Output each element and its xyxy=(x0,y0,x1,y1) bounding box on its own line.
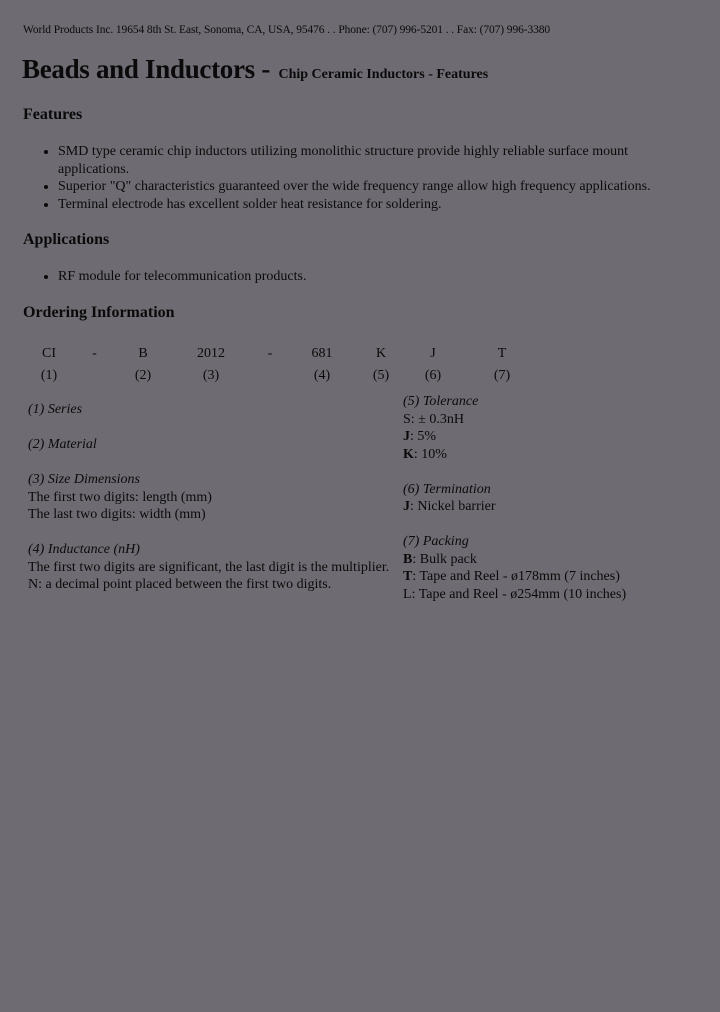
tolerance-option xyxy=(403,411,703,429)
inductance-line: The first two digits are significant, the last digit is the multiplier. xyxy=(28,559,390,575)
packing-option xyxy=(403,568,703,586)
title-sub: Chip Ceramic Inductors - Features xyxy=(278,67,489,82)
termination-label: (6) Termination xyxy=(403,481,491,497)
material-label: (2) Material xyxy=(28,437,97,452)
index-cell xyxy=(76,365,113,387)
tolerance-option xyxy=(403,446,703,464)
details-right-column xyxy=(403,393,703,603)
series-label: (1) Series xyxy=(28,402,83,417)
size-block xyxy=(28,471,398,524)
material-block xyxy=(28,436,398,454)
index-cell: (6) xyxy=(424,368,442,383)
code-cell: CI xyxy=(42,346,56,361)
part-code-row xyxy=(22,343,547,365)
tolerance-label: (5) Tolerance xyxy=(403,394,479,409)
code-cell: K xyxy=(375,346,387,361)
title-main: Beads and Inductors - xyxy=(22,54,277,84)
list-item: • SMD type ceramic chip inductors utilizing monolithic structure provide highly reliable surface mount applications. xyxy=(58,143,688,178)
code-cell: T xyxy=(497,346,507,361)
option-key: B xyxy=(403,551,413,567)
code-cell: - xyxy=(267,346,273,361)
option-value: : ± 0.3nH xyxy=(410,411,464,427)
features-list xyxy=(40,143,688,213)
index-cell: (3) xyxy=(202,368,220,383)
index-cell: (1) xyxy=(40,368,58,383)
list-item: • Terminal electrode has excellent solder heat resistance for soldering. xyxy=(58,196,688,214)
applications-list xyxy=(40,268,688,286)
index-cell: (2) xyxy=(134,368,152,383)
index-cell: (7) xyxy=(493,368,511,383)
packing-label: (7) Packing xyxy=(403,534,469,549)
part-number-table xyxy=(22,343,547,387)
code-cell: B xyxy=(138,346,148,361)
code-cell: J xyxy=(430,346,436,361)
packing-option xyxy=(403,551,703,569)
option-key: S xyxy=(403,411,411,427)
ordering-heading: Ordering Information xyxy=(23,304,175,321)
option-key: T xyxy=(403,569,413,584)
list-item: • RF module for telecommunication products. xyxy=(58,268,688,286)
index-cell: (4) xyxy=(313,368,331,383)
option-value: : Tape and Reel - ø178mm (7 inches) xyxy=(412,569,620,584)
list-item: • Superior "Q" characteristics guaranteed over the wide frequency range allow high frequency applications. xyxy=(58,178,688,196)
option-key: K xyxy=(403,446,414,462)
termination-option xyxy=(403,498,703,516)
page-title xyxy=(22,54,488,85)
applications-heading: Applications xyxy=(23,231,110,248)
termination-block xyxy=(403,481,703,516)
tolerance-option xyxy=(403,428,703,446)
option-value: : Tape and Reel - ø254mm (10 inches) xyxy=(411,586,627,602)
size-line: The last two digits: width (mm) xyxy=(28,507,206,522)
inductance-block xyxy=(28,541,398,594)
inductance-label: (4) Inductance (nH) xyxy=(28,542,140,557)
inductance-line: N: a decimal point placed between the first two digits. xyxy=(28,577,332,592)
option-value: : 10% xyxy=(413,446,447,462)
option-value: : Bulk pack xyxy=(412,551,477,567)
series-block xyxy=(28,401,398,419)
option-key: L xyxy=(403,586,412,602)
packing-block xyxy=(403,533,703,603)
code-cell: - xyxy=(92,346,97,361)
option-value: : Nickel barrier xyxy=(410,499,496,514)
details-left-column xyxy=(28,401,398,594)
option-key: J xyxy=(403,429,410,444)
size-label: (3) Size Dimensions xyxy=(28,472,140,487)
code-cell: 2012 xyxy=(197,346,225,361)
part-index-row xyxy=(22,365,547,387)
index-cell xyxy=(249,365,291,387)
features-heading: Features xyxy=(23,106,83,123)
index-cell: (5) xyxy=(372,368,390,383)
code-cell: 681 xyxy=(311,346,333,361)
packing-option xyxy=(403,586,703,604)
option-value: : 5% xyxy=(410,429,437,444)
size-line: The first two digits: length (mm) xyxy=(28,489,212,505)
tolerance-block xyxy=(403,393,703,463)
option-key: J xyxy=(403,499,410,514)
company-contact-line: World Products Inc. 19654 8th St. East, Sonoma, CA, USA, 95476 . . Phone: (707) 996-5201 . . Fax: (707) 996-3380 xyxy=(23,24,551,36)
